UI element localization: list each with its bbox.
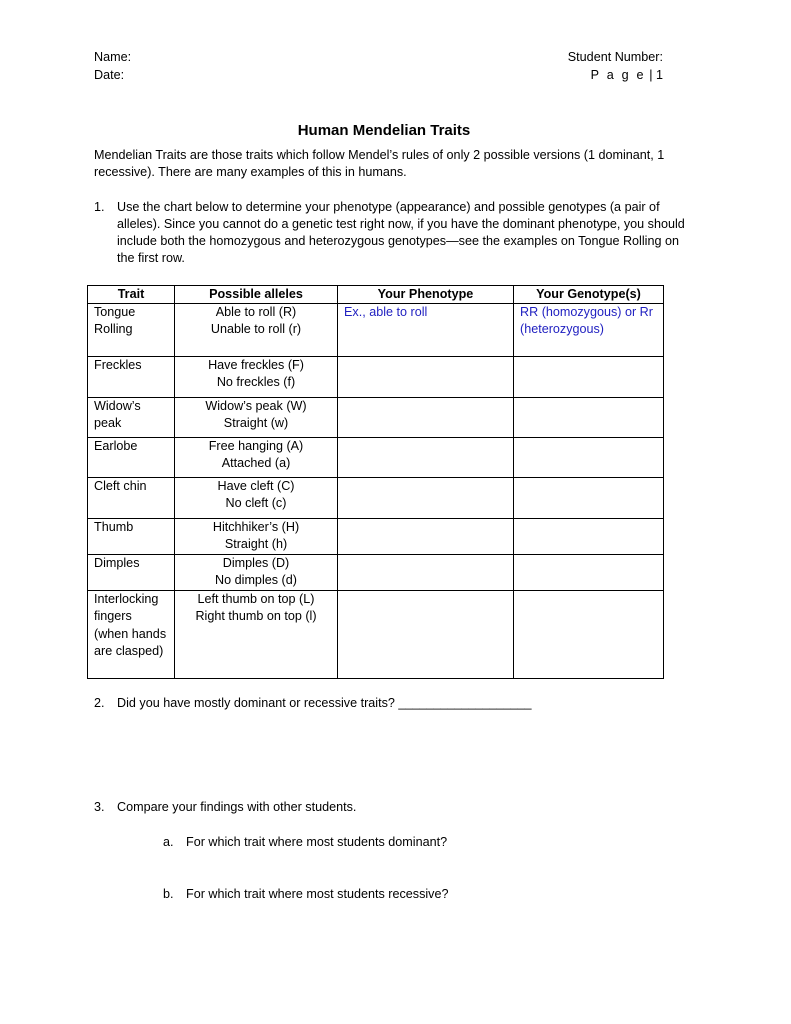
genotype-cell[interactable] bbox=[514, 398, 664, 438]
question-text: Compare your findings with other students. bbox=[117, 800, 357, 814]
alleles-cell bbox=[175, 398, 338, 438]
recessive-allele: Unable to roll (r) bbox=[210, 322, 302, 337]
alleles-cell bbox=[175, 478, 338, 519]
alleles-cell bbox=[175, 555, 338, 591]
table-row bbox=[88, 519, 664, 555]
page-title: Human Mendelian Traits bbox=[297, 122, 471, 139]
sub-question-text: For which trait where most students recessive? bbox=[186, 887, 449, 901]
trait-cell: Tongue Rolling bbox=[88, 304, 175, 357]
recessive-allele: Straight (h) bbox=[224, 537, 288, 552]
header-trait: Trait bbox=[88, 286, 175, 304]
alleles-cell bbox=[175, 357, 338, 398]
dominant-allele: Hitchhiker’s (H) bbox=[212, 520, 300, 534]
table-row bbox=[88, 438, 664, 478]
table-row bbox=[88, 357, 664, 398]
recessive-allele: No freckles (f) bbox=[216, 375, 296, 390]
intro-paragraph: Mendelian Traits are those traits which follow Mendel’s rules of only 2 possible versions (1 dominant, 1 recessive). There are many examples of this in humans. bbox=[94, 148, 665, 179]
header-left bbox=[94, 48, 131, 84]
table-row bbox=[88, 398, 664, 438]
question-number: 2. bbox=[94, 696, 105, 710]
phenotype-cell[interactable] bbox=[338, 357, 514, 398]
traits-table bbox=[87, 285, 664, 679]
table-header-row bbox=[88, 286, 664, 304]
alleles-cell bbox=[175, 519, 338, 555]
genotype-cell[interactable] bbox=[514, 438, 664, 478]
question-number: 3. bbox=[94, 800, 105, 814]
question-text[interactable]: Did you have mostly dominant or recessive traits? ___________________ bbox=[117, 696, 532, 710]
genotype-cell[interactable] bbox=[514, 519, 664, 555]
alleles-cell bbox=[175, 590, 338, 678]
student-number-label: Student Number: bbox=[567, 50, 663, 64]
header-right bbox=[568, 48, 663, 84]
dominant-allele: Widow’s peak (W) bbox=[205, 399, 307, 413]
dominant-allele: Dimples (D) bbox=[222, 556, 290, 570]
genotype-cell[interactable] bbox=[514, 478, 664, 519]
sub-question-letter: a. bbox=[163, 835, 174, 849]
genotype-cell[interactable] bbox=[514, 357, 664, 398]
trait-cell: Earlobe bbox=[88, 438, 175, 478]
sub-question-text: For which trait where most students dominant? bbox=[186, 835, 448, 849]
dominant-allele: Free hanging (A) bbox=[208, 439, 304, 453]
trait-cell: Cleft chin bbox=[88, 478, 175, 519]
phenotype-cell[interactable]: Ex., able to roll bbox=[338, 304, 514, 357]
name-label: Name: bbox=[94, 50, 132, 64]
recessive-allele: Straight (w) bbox=[223, 416, 289, 431]
sub-question-letter: b. bbox=[163, 887, 174, 901]
alleles-cell bbox=[175, 438, 338, 478]
page-number: | 1 bbox=[649, 68, 663, 82]
phenotype-cell[interactable] bbox=[338, 398, 514, 438]
phenotype-cell[interactable] bbox=[338, 438, 514, 478]
alleles-cell bbox=[175, 304, 338, 357]
recessive-allele: No dimples (d) bbox=[215, 573, 297, 588]
genotype-cell[interactable] bbox=[514, 590, 664, 678]
table-row bbox=[88, 304, 664, 357]
trait-cell: Thumb bbox=[88, 519, 175, 555]
page-indicator bbox=[568, 66, 663, 84]
phenotype-cell[interactable] bbox=[338, 519, 514, 555]
recessive-allele: No cleft (c) bbox=[225, 496, 287, 511]
trait-cell: Widow’s peak bbox=[88, 398, 175, 438]
trait-cell: Interlocking fingers (when hands are clasped) bbox=[88, 590, 175, 678]
table-row bbox=[88, 555, 664, 591]
phenotype-cell[interactable] bbox=[338, 478, 514, 519]
dominant-allele: Able to roll (R) bbox=[215, 305, 297, 319]
phenotype-cell[interactable] bbox=[338, 590, 514, 678]
trait-cell: Freckles bbox=[88, 357, 175, 398]
dominant-allele: Have cleft (C) bbox=[217, 479, 295, 493]
recessive-allele: Right thumb on top (l) bbox=[195, 609, 317, 624]
phenotype-cell[interactable] bbox=[338, 555, 514, 591]
header-your-phenotype: Your Phenotype bbox=[338, 286, 514, 304]
header-possible-alleles: Possible alleles bbox=[175, 286, 338, 304]
recessive-allele: Attached (a) bbox=[221, 456, 291, 471]
table-row bbox=[88, 478, 664, 519]
header-your-genotype: Your Genotype(s) bbox=[514, 286, 664, 304]
dominant-allele: Left thumb on top (L) bbox=[197, 591, 315, 606]
table-row bbox=[88, 590, 664, 678]
page-label: P a g e bbox=[590, 68, 646, 82]
dominant-allele: Have freckles (F) bbox=[208, 358, 304, 372]
genotype-cell[interactable]: RR (homozygous) or Rr (heterozygous) bbox=[514, 304, 664, 357]
date-label: Date: bbox=[94, 68, 125, 82]
question-text: Use the chart below to determine your phenotype (appearance) and possible genotypes (a pair of alleles). Since you cannot do a genetic test right now, if you have the dominant phenotype, you should include both the homozygous and heterozygous genotypes—see the examples on Tongue Rolling on the first row. bbox=[117, 200, 685, 265]
question-number: 1. bbox=[94, 200, 105, 214]
genotype-cell[interactable] bbox=[514, 555, 664, 591]
trait-cell: Dimples bbox=[88, 555, 175, 591]
